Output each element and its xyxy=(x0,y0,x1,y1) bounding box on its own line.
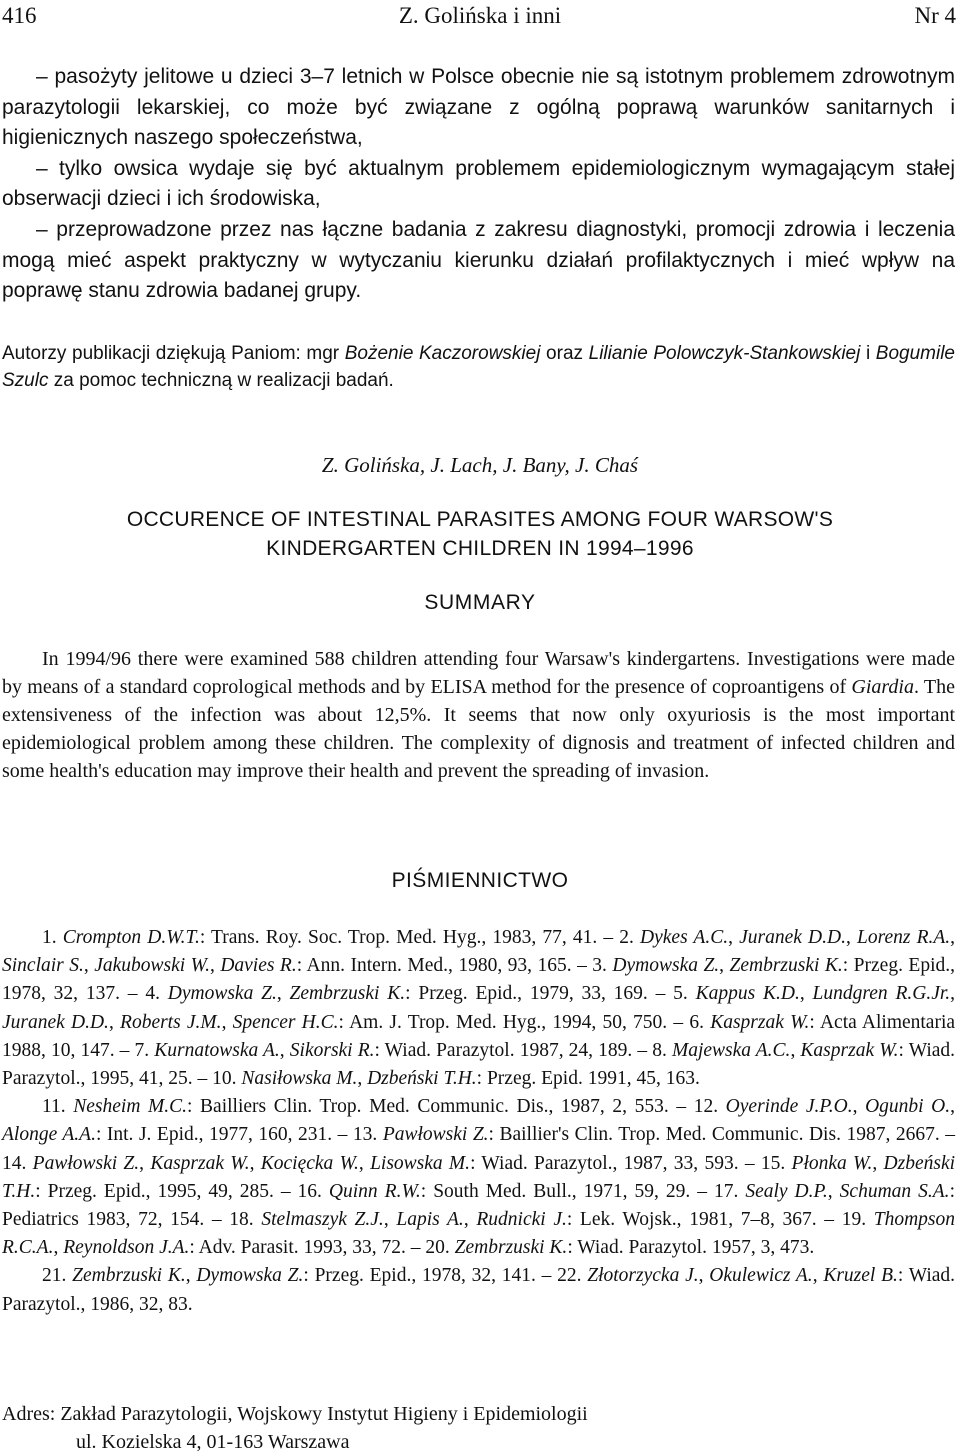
reference-text: , xyxy=(276,983,290,1005)
reference-text: : Acta Alimentaria 1988, 10, 147. – 7. xyxy=(2,1011,956,1061)
reference-author: Zembrzuski K. xyxy=(72,1265,186,1287)
issue-number: Nr 4 xyxy=(914,3,956,28)
reference-text: , xyxy=(852,1096,866,1118)
reference-text: , xyxy=(728,927,740,948)
references-list xyxy=(2,924,955,1319)
reference-text: : Wiad. Parazytol., 1986, 32, 83. xyxy=(2,1265,956,1315)
reference-text: , xyxy=(950,1096,956,1118)
reference-author: Thompson R.C.A. xyxy=(2,1209,956,1259)
address-line: Adres: Zakład Parazytologii, Wojskowy Instytut Higieny i Epidemiologii xyxy=(2,1403,588,1425)
address-line: ul. Kozielska 4, 01-163 Warszawa xyxy=(76,1431,350,1453)
summary-taxon: Giardia xyxy=(851,676,914,698)
reference-text: 1. xyxy=(42,927,63,948)
reference-text: : Int. J. Epid., 1977, 160, 231. – 13. xyxy=(95,1124,383,1146)
conclusion-item: – tylko owsica wydaje się być aktualnym problemem epidemiologicznym wymagającym stałej obserwacji dzieci i ich środowiska, xyxy=(2,156,955,211)
reference-text: , xyxy=(845,927,857,948)
reference-author: Kasprzak W. xyxy=(800,1039,899,1061)
reference-author: Dymowska Z. xyxy=(167,983,277,1005)
reference-text: , xyxy=(799,983,813,1005)
reference-text: , xyxy=(357,1068,368,1090)
reference-text: : Przeg. Epid., 1995, 49, 285. – 16. xyxy=(35,1180,329,1202)
reference-text: : Wiad. Parazytol., 1987, 33, 593. – 15. xyxy=(470,1152,792,1174)
reference-author: Kruzel B. xyxy=(823,1265,898,1287)
reference-author: Lapis A. xyxy=(396,1209,464,1231)
reference-author: Rudnicki J. xyxy=(476,1209,567,1231)
reference-text: , xyxy=(139,1152,151,1174)
summary-heading: SUMMARY xyxy=(424,591,536,614)
english-title xyxy=(0,505,960,563)
reference-text: , xyxy=(53,1237,64,1259)
reference-author: Reynoldson J.A. xyxy=(63,1237,190,1259)
conclusions-list xyxy=(2,62,955,307)
english-title-line: OCCURENCE OF INTESTINAL PARASITES AMONG FOUR WARSOW'S xyxy=(126,508,834,531)
reference-author: Nasiłowska M. xyxy=(241,1068,358,1090)
reference-author: Dzbeński T.H. xyxy=(367,1068,477,1090)
reference-text: , xyxy=(827,1180,840,1202)
reference-text: : Przeg. Epid., 1978, 32, 141. – 22. xyxy=(303,1265,588,1287)
summary-text xyxy=(2,645,955,785)
reference-author: Alonge A.A. xyxy=(2,1124,96,1146)
reference-author: Juranek D.D. xyxy=(739,927,846,948)
reference-author: Spencer H.C. xyxy=(232,1011,339,1033)
reference-text: 11. xyxy=(42,1096,74,1118)
reference-text: : Lek. Wojsk., 1981, 7–8, 367. – 19. xyxy=(566,1209,874,1231)
page-number: 416 xyxy=(2,3,37,28)
acknowledgement xyxy=(2,340,955,394)
references-heading: PIŚMIENNICTWO xyxy=(391,869,569,892)
reference-author: Złotorzycka J. xyxy=(587,1265,699,1287)
reference-author: Majewska A.C. xyxy=(671,1039,791,1061)
reference-author: Kasprzak W. xyxy=(710,1011,810,1033)
reference-author: Kappus K.D. xyxy=(695,983,800,1005)
reference-author: Lorenz R.A. xyxy=(857,927,951,948)
reference-author: Jakubowski W. xyxy=(94,955,210,977)
reference-text: , xyxy=(950,927,956,948)
summary-part: In 1994/96 there were examined 588 children attending four Warsaw's kindergartens. Investigations were made by means of a standard coprological methods and by ELISA method for the presence of coproantigens of xyxy=(2,648,955,698)
reference-text: : Przeg. Epid. 1991, 45, 163. xyxy=(476,1068,700,1090)
reference-author: Dykes A.C. xyxy=(640,927,729,948)
ack-text: oraz xyxy=(540,343,589,364)
ack-person: Bożenie Kaczorowskiej xyxy=(344,343,541,364)
reference-author: Płonka W. xyxy=(791,1152,873,1174)
reference-text: , xyxy=(249,1152,261,1174)
reference-text: , xyxy=(279,1039,290,1061)
reference-author: Pawłowski Z. xyxy=(32,1152,140,1174)
reference-text: , xyxy=(83,955,95,977)
reference-text: , xyxy=(108,1011,121,1033)
reference-text: , xyxy=(383,1209,397,1231)
reference-text: , xyxy=(812,1265,824,1287)
reference-author: Oyerinde J.P.O. xyxy=(725,1096,853,1118)
reference-author: Sikorski R. xyxy=(289,1039,375,1061)
reference-text: : Wiad. Parazytol. 1957, 3, 473. xyxy=(567,1237,815,1259)
reference-text: : Baillier's Clin. Trop. Med. Communic. Dis. 1987, 2667. – 14. xyxy=(2,1124,955,1174)
reference-author: Lundgren R.G.Jr. xyxy=(812,983,951,1005)
reference-author: Schuman S.A. xyxy=(839,1180,950,1202)
reference-text: : Przeg. Epid., 1979, 33, 169. – 5. xyxy=(405,983,696,1005)
references-paragraph xyxy=(2,924,955,1093)
reference-text: : Wiad. Parazytol. 1987, 24, 189. – 8. xyxy=(374,1039,672,1061)
reference-author: Stelmaszyk Z.J. xyxy=(261,1209,384,1231)
reference-text: : South Med. Bull., 1971, 59, 29. – 17. xyxy=(420,1180,746,1202)
reference-text: , xyxy=(185,1265,197,1287)
reference-text: , xyxy=(872,1152,884,1174)
summary-part: . The extensiveness of the infection was about 12,5%. It seems that now only oxyuriosis is the most important epidemiological problem among these children. The complexity of dignosis and treatment of infected children and some health's education may improve their health and prevent the spreading of invasion. xyxy=(2,676,955,782)
ack-text: za pomoc techniczną w realizacji badań. xyxy=(48,370,394,391)
reference-author: Okulewicz A. xyxy=(709,1265,813,1287)
reference-text: , xyxy=(463,1209,477,1231)
reference-text: , xyxy=(719,955,730,977)
reference-author: Kurnatowska A. xyxy=(154,1039,280,1061)
reference-text: : Wiad. Parazytol., 1995, 41, 25. – 10. xyxy=(2,1039,956,1090)
reference-text: : Ann. Intern. Med., 1980, 93, 165. – 3. xyxy=(296,955,613,977)
references-paragraph xyxy=(2,1093,955,1262)
reference-author: Zembrzuski K. xyxy=(454,1237,568,1259)
reference-text: , xyxy=(209,955,221,977)
ack-person: Bogumile Szulc xyxy=(2,343,955,391)
english-authors: Z. Golińska, J. Lach, J. Bany, J. Chaś xyxy=(321,453,639,477)
english-title-line: KINDERGARTEN CHILDREN IN 1994–1996 xyxy=(266,537,694,560)
reference-author: Nesheim M.C. xyxy=(73,1096,188,1118)
reference-text: , xyxy=(221,1011,233,1033)
reference-text: , xyxy=(950,983,956,1005)
correspondence-address xyxy=(2,1400,955,1456)
reference-text: : Bailliers Clin. Trop. Med. Communic. Dis., 1987, 2, 553. – 12. xyxy=(187,1096,726,1118)
reference-author: Kasprzak W. xyxy=(150,1152,250,1174)
reference-text: , xyxy=(698,1265,710,1287)
running-header-authors: Z. Golińska i inni xyxy=(398,3,562,28)
reference-text: : Pediatrics 1983, 72, 154. – 18. xyxy=(2,1180,955,1231)
conclusion-item: – pasożyty jelitowe u dzieci 3–7 letnich w Polsce obecnie nie są istotnym problemem zdrowotnym parazytologii lekarskiej, co może być związane z ogólną poprawą warunków sanitarnych i higienicznych naszego społeczeństwa, xyxy=(2,65,955,150)
reference-author: Sinclair S. xyxy=(2,955,84,977)
reference-text: : Przeg. Epid., 1978, 32, 137. – 4. xyxy=(2,955,956,1005)
ack-text: Autorzy publikacji dziękują Paniom: mgr xyxy=(2,343,345,364)
reference-author: Crompton D.W.T. xyxy=(62,927,200,948)
reference-author: Juranek D.D. xyxy=(2,1011,109,1033)
running-header xyxy=(0,0,960,36)
reference-author: Kocięcka W. xyxy=(260,1152,359,1174)
reference-author: Dymowska Z. xyxy=(612,955,720,977)
references-paragraph xyxy=(2,1262,955,1318)
ack-text: i xyxy=(860,343,876,364)
reference-author: Sealy D.P. xyxy=(745,1180,828,1202)
reference-text: , xyxy=(358,1152,371,1174)
reference-text: : Am. J. Trop. Med. Hyg., 1994, 50, 750. – 6. xyxy=(338,1011,711,1033)
reference-author: Zembrzuski K. xyxy=(729,955,843,977)
reference-author: Pawłowski Z. xyxy=(382,1124,489,1146)
reference-text: 21. xyxy=(42,1265,73,1287)
reference-text: , xyxy=(790,1039,801,1061)
reference-author: Dzbeński T.H. xyxy=(2,1152,956,1202)
reference-author: Quinn R.W. xyxy=(328,1180,421,1202)
reference-author: Dymowska Z. xyxy=(196,1265,304,1287)
reference-text: : Adv. Parasit. 1993, 33, 72. – 20. xyxy=(189,1237,455,1259)
ack-person: Lilianie Polowczyk-Stankowskiej xyxy=(588,343,861,364)
reference-text: : Trans. Roy. Soc. Trop. Med. Hyg., 1983, 77, 41. – 2. xyxy=(199,927,641,948)
reference-author: Lisowska M. xyxy=(370,1152,471,1174)
reference-author: Ogunbi O. xyxy=(865,1096,951,1118)
reference-author: Roberts J.M. xyxy=(120,1011,222,1033)
conclusion-item: – przeprowadzone przez nas łączne badania z zakresu diagnostyki, promocji zdrowia i leczenia mogą mieć aspekt praktyczny w wytyczaniu kierunku działań profilaktycznych i mieć wpływ na poprawę stanu zdrowia badanej grupy. xyxy=(2,217,955,303)
reference-author: Zembrzuski K. xyxy=(289,983,406,1005)
reference-author: Davies R. xyxy=(220,955,297,977)
